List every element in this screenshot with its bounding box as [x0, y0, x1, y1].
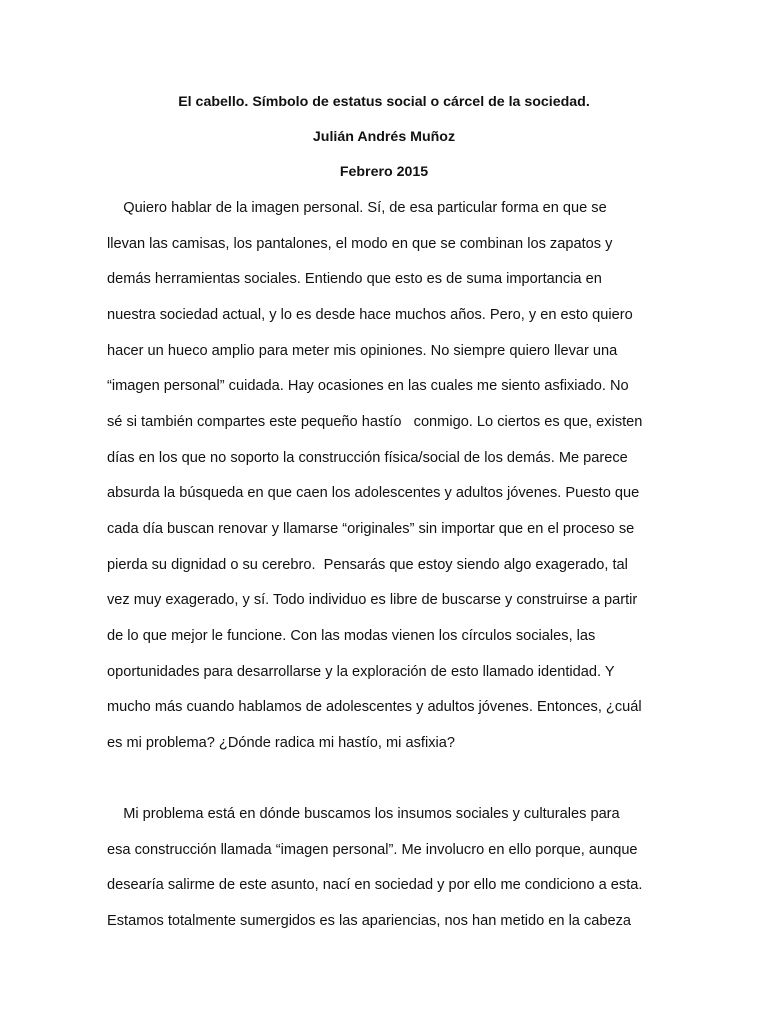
- paragraph-line: “imagen personal” cuidada. Hay ocasiones en las cuales me siento asfixiado. No: [107, 378, 629, 394]
- paragraph-line: demás herramientas sociales. Entiendo que esto es de suma importancia en: [107, 271, 602, 287]
- paragraph-line: pierda su dignidad o su cerebro. Pensarás que estoy siendo algo exagerado, tal: [107, 557, 628, 573]
- document-date: Febrero 2015: [339, 164, 429, 180]
- paragraph-line: de lo que mejor le funcione. Con las modas vienen los círculos sociales, las: [107, 628, 596, 644]
- document-title: El cabello. Símbolo de estatus social o cárcel de la sociedad.: [178, 94, 590, 110]
- paragraph-line: días en los que no soporto la construcción física/social de los demás. Me parece: [107, 450, 628, 466]
- paragraph-line: nuestra sociedad actual, y lo es desde hace muchos años. Pero, y en esto quiero: [107, 307, 633, 323]
- paragraph-line: esa construcción llamada “imagen personal”. Me involucro en ello porque, aunque: [107, 842, 638, 858]
- paragraph-line: absurda la búsqueda en que caen los adolescentes y adultos jóvenes. Puesto que: [107, 485, 640, 501]
- paragraph-line: desearía salirme de este asunto, nací en sociedad y por ello me condiciono a esta.: [107, 877, 643, 893]
- document-author: Julián Andrés Muñoz: [312, 129, 456, 145]
- paragraph-line: Estamos totalmente sumergidos es las apariencias, nos han metido en la cabeza: [107, 913, 632, 929]
- paragraph-line: llevan las camisas, los pantalones, el modo en que se combinan los zapatos y: [107, 236, 613, 252]
- paragraph-line: cada día buscan renovar y llamarse “originales” sin importar que en el proceso se: [107, 521, 635, 537]
- paragraph-line: oportunidades para desarrollarse y la exploración de esto llamado identidad. Y: [107, 664, 615, 680]
- paragraph-line: sé si también compartes este pequeño hastío conmigo. Lo ciertos es que, existen: [107, 414, 643, 430]
- paragraph-line: es mi problema? ¿Dónde radica mi hastío, mi asfixia?: [107, 735, 455, 751]
- paragraph-line: mucho más cuando hablamos de adolescentes y adultos jóvenes. Entonces, ¿cuál: [107, 699, 642, 715]
- paragraph-line: Quiero hablar de la imagen personal. Sí, de esa particular forma en que se: [107, 200, 607, 216]
- paragraph-line: vez muy exagerado, y sí. Todo individuo es libre de buscarse y construirse a partir: [107, 592, 638, 608]
- paragraph-line: Mi problema está en dónde buscamos los insumos sociales y culturales para: [107, 806, 620, 822]
- paragraph-line: hacer un hueco amplio para meter mis opiniones. No siempre quiero llevar una: [107, 343, 618, 359]
